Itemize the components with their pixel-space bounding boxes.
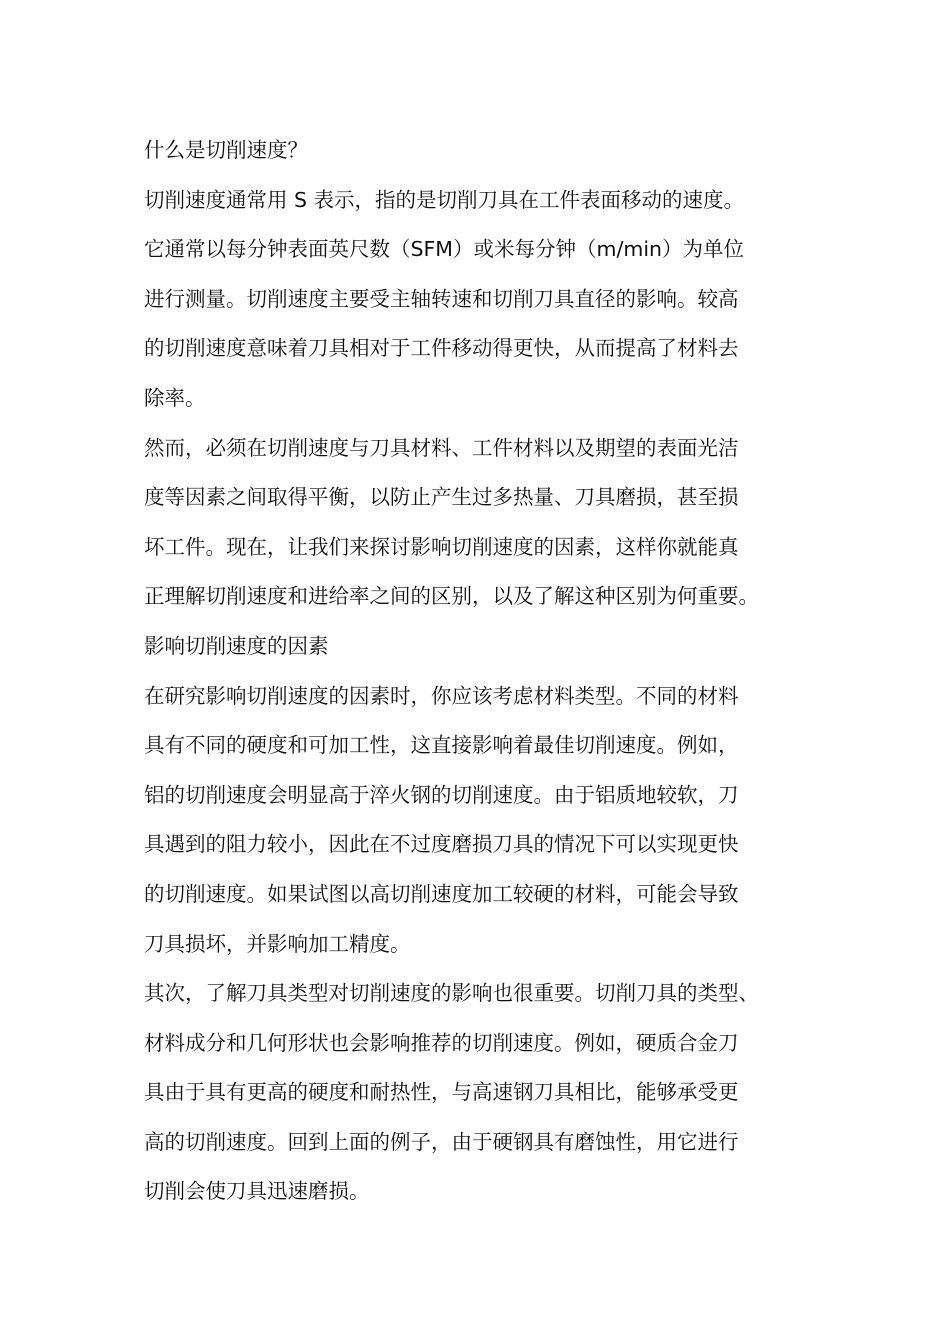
paragraph-line: 具由于具有更高的硬度和耐热性，与高速钢刀具相比，能够承受更	[144, 1080, 739, 1105]
paragraph-line: 除率。	[144, 385, 206, 410]
paragraph-line: 切削会使刀具迅速磨损。	[144, 1179, 370, 1204]
paragraph-line: 度等因素之间取得平衡，以防止产生过多热量、刀具磨损，甚至损	[144, 485, 739, 510]
paragraph-line: 的切削速度。如果试图以高切削速度加工较硬的材料，可能会导致	[144, 881, 739, 906]
paragraph-line: 具有不同的硬度和可加工性，这直接影响着最佳切削速度。例如，	[144, 733, 739, 758]
paragraph-line: 坏工件。现在，让我们来探讨影响切削速度的因素，这样你就能真	[144, 534, 739, 559]
paragraph-line: 铝的切削速度会明显高于淬火钢的切削速度。由于铝质地较软，刀	[144, 782, 739, 807]
paragraph-line: 材料成分和几何形状也会影响推荐的切削速度。例如，硬质合金刀	[144, 1030, 739, 1055]
paragraph-line: 高的切削速度。回到上面的例子，由于硬钢具有磨蚀性，用它进行	[144, 1129, 739, 1154]
document-body	[144, 126, 810, 1217]
heading-text: 什么是切削速度？	[144, 138, 308, 162]
paragraph-line: 切削速度通常用 S 表示，指的是切削刀具在工件表面移动的速度。	[144, 187, 745, 212]
paragraph-tool-type	[144, 969, 810, 1217]
section-heading-factors	[144, 622, 810, 672]
paragraph-line: 它通常以每分钟表面英尺数（SFM）或米每分钟（m/min）为单位	[144, 237, 745, 262]
paragraph-line: 然而，必须在切削速度与刀具材料、工件材料以及期望的表面光洁	[144, 435, 739, 460]
paragraph-material-type	[144, 672, 810, 970]
paragraph-balance	[144, 424, 810, 622]
heading-text: 影响切削速度的因素	[144, 633, 329, 658]
paragraph-line: 具遇到的阻力较小，因此在不过度磨损刀具的情况下可以实现更快	[144, 832, 739, 857]
paragraph-line: 其次，了解刀具类型对切削速度的影响也很重要。切削刀具的类型、	[144, 981, 759, 1006]
section-heading-what-is-cutting-speed	[144, 126, 810, 176]
paragraph-line: 进行测量。切削速度主要受主轴转速和切削刀具直径的影响。较高	[144, 286, 739, 311]
paragraph-line: 刀具损坏，并影响加工精度。	[144, 931, 411, 956]
paragraph-line: 的切削速度意味着刀具相对于工件移动得更快，从而提高了材料去	[144, 336, 739, 361]
paragraph-definition	[144, 176, 810, 424]
paragraph-line: 在研究影响切削速度的因素时，你应该考虑材料类型。不同的材料	[144, 683, 739, 708]
paragraph-line: 正理解切削速度和进给率之间的区别，以及了解这种区别为何重要。	[144, 584, 759, 609]
